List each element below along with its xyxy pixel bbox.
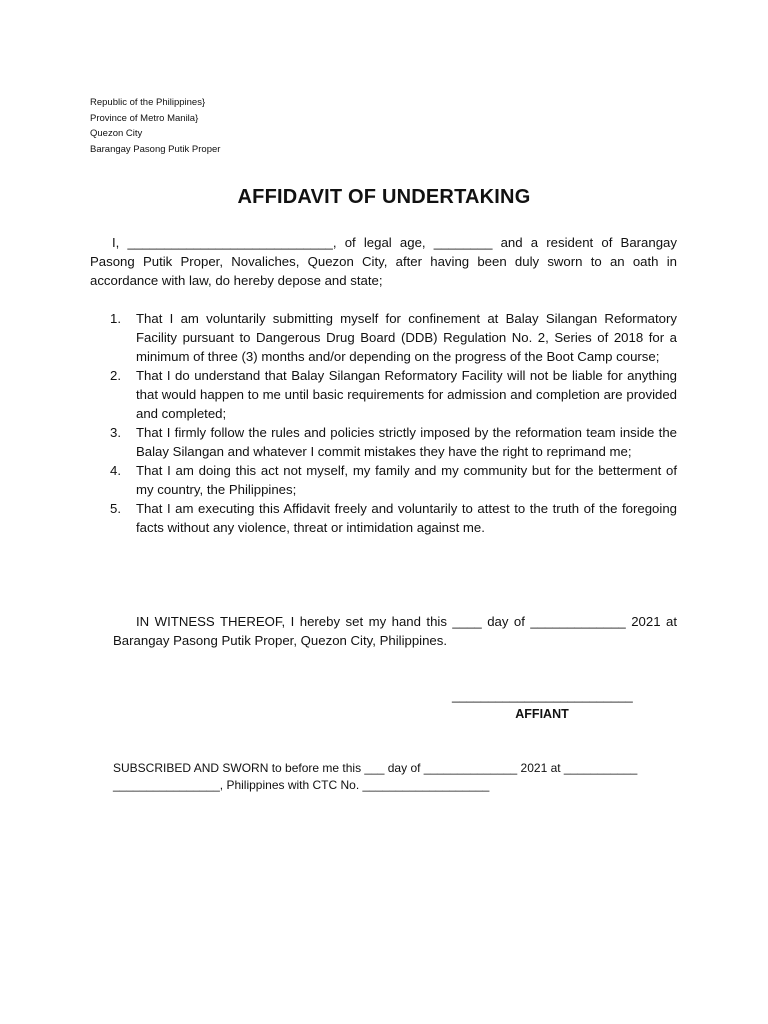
- list-item-text: That I am doing this act not myself, my family and my community but for the betterment of my country, the Philippines;: [136, 463, 677, 497]
- list-item: [110, 423, 677, 461]
- list-item-number: 3.: [110, 425, 121, 440]
- list-item-text: That I am voluntarily submitting myself for confinement at Balay Silangan Reformatory Facility pursuant to Dangerous Drug Board (DDB) Regulation No. 2, Series of 2018 for a minimum of three (3) months and/or depending on the progress of the Boot Camp course;: [136, 311, 677, 364]
- list-item: [110, 366, 677, 423]
- list-item-number: 1.: [110, 311, 121, 326]
- venue-line-province: Province of Metro Manila}: [90, 112, 199, 124]
- witness-paragraph: IN WITNESS THEREOF, I hereby set my hand this ____ day of _____________ 2021 at Barangay Pasong Putik Proper, Quezon City, Philippines.: [113, 614, 677, 648]
- venue-line-barangay: Barangay Pasong Putik Proper: [90, 143, 221, 155]
- list-item: [110, 461, 677, 499]
- venue-line-city: Quezon City: [90, 128, 143, 139]
- list-item-text: That I am executing this Affidavit freely and voluntarily to attest to the truth of the foregoing facts without any violence, threat or intimidation against me.: [136, 501, 677, 535]
- jurat-block: [113, 760, 677, 794]
- jurat-line-1: SUBSCRIBED AND SWORN to before me this ___ day of ______________ 2021 at ___________: [113, 761, 638, 775]
- venue-block: [90, 95, 220, 157]
- list-item: [110, 309, 677, 366]
- list-item-number: 5.: [110, 501, 121, 516]
- list-item-text: That I firmly follow the rules and policies strictly imposed by the reformation team inside the Balay Silangan and whatever I commit mistakes they have the right to reprimand me;: [136, 425, 677, 459]
- affiant-label: AFFIANT: [515, 707, 569, 721]
- list-item-number: 4.: [110, 463, 121, 478]
- jurat-line-2: ________________, Philippines with CTC No. ___________________: [113, 778, 490, 792]
- list-item-number: 2.: [110, 368, 121, 383]
- intro-paragraph: I, ____________________________, of legal age, ________ and a resident of Barangay Pasong Putik Proper, Novaliches, Quezon City, after having been duly sworn to an oath in accordance with law, do hereby depose and state;: [90, 235, 677, 288]
- list-item: [110, 499, 677, 537]
- list-item-text: That I do understand that Balay Silangan Reformatory Facility will not be liable for anything that would happen to me until basic requirements for admission and completion are provided and completed;: [136, 368, 677, 421]
- signature-line: _________________________: [452, 688, 633, 703]
- document-title: AFFIDAVIT OF UNDERTAKING: [237, 186, 531, 208]
- venue-line-republic: Republic of the Philippines}: [90, 97, 206, 108]
- undertaking-list: [110, 309, 677, 537]
